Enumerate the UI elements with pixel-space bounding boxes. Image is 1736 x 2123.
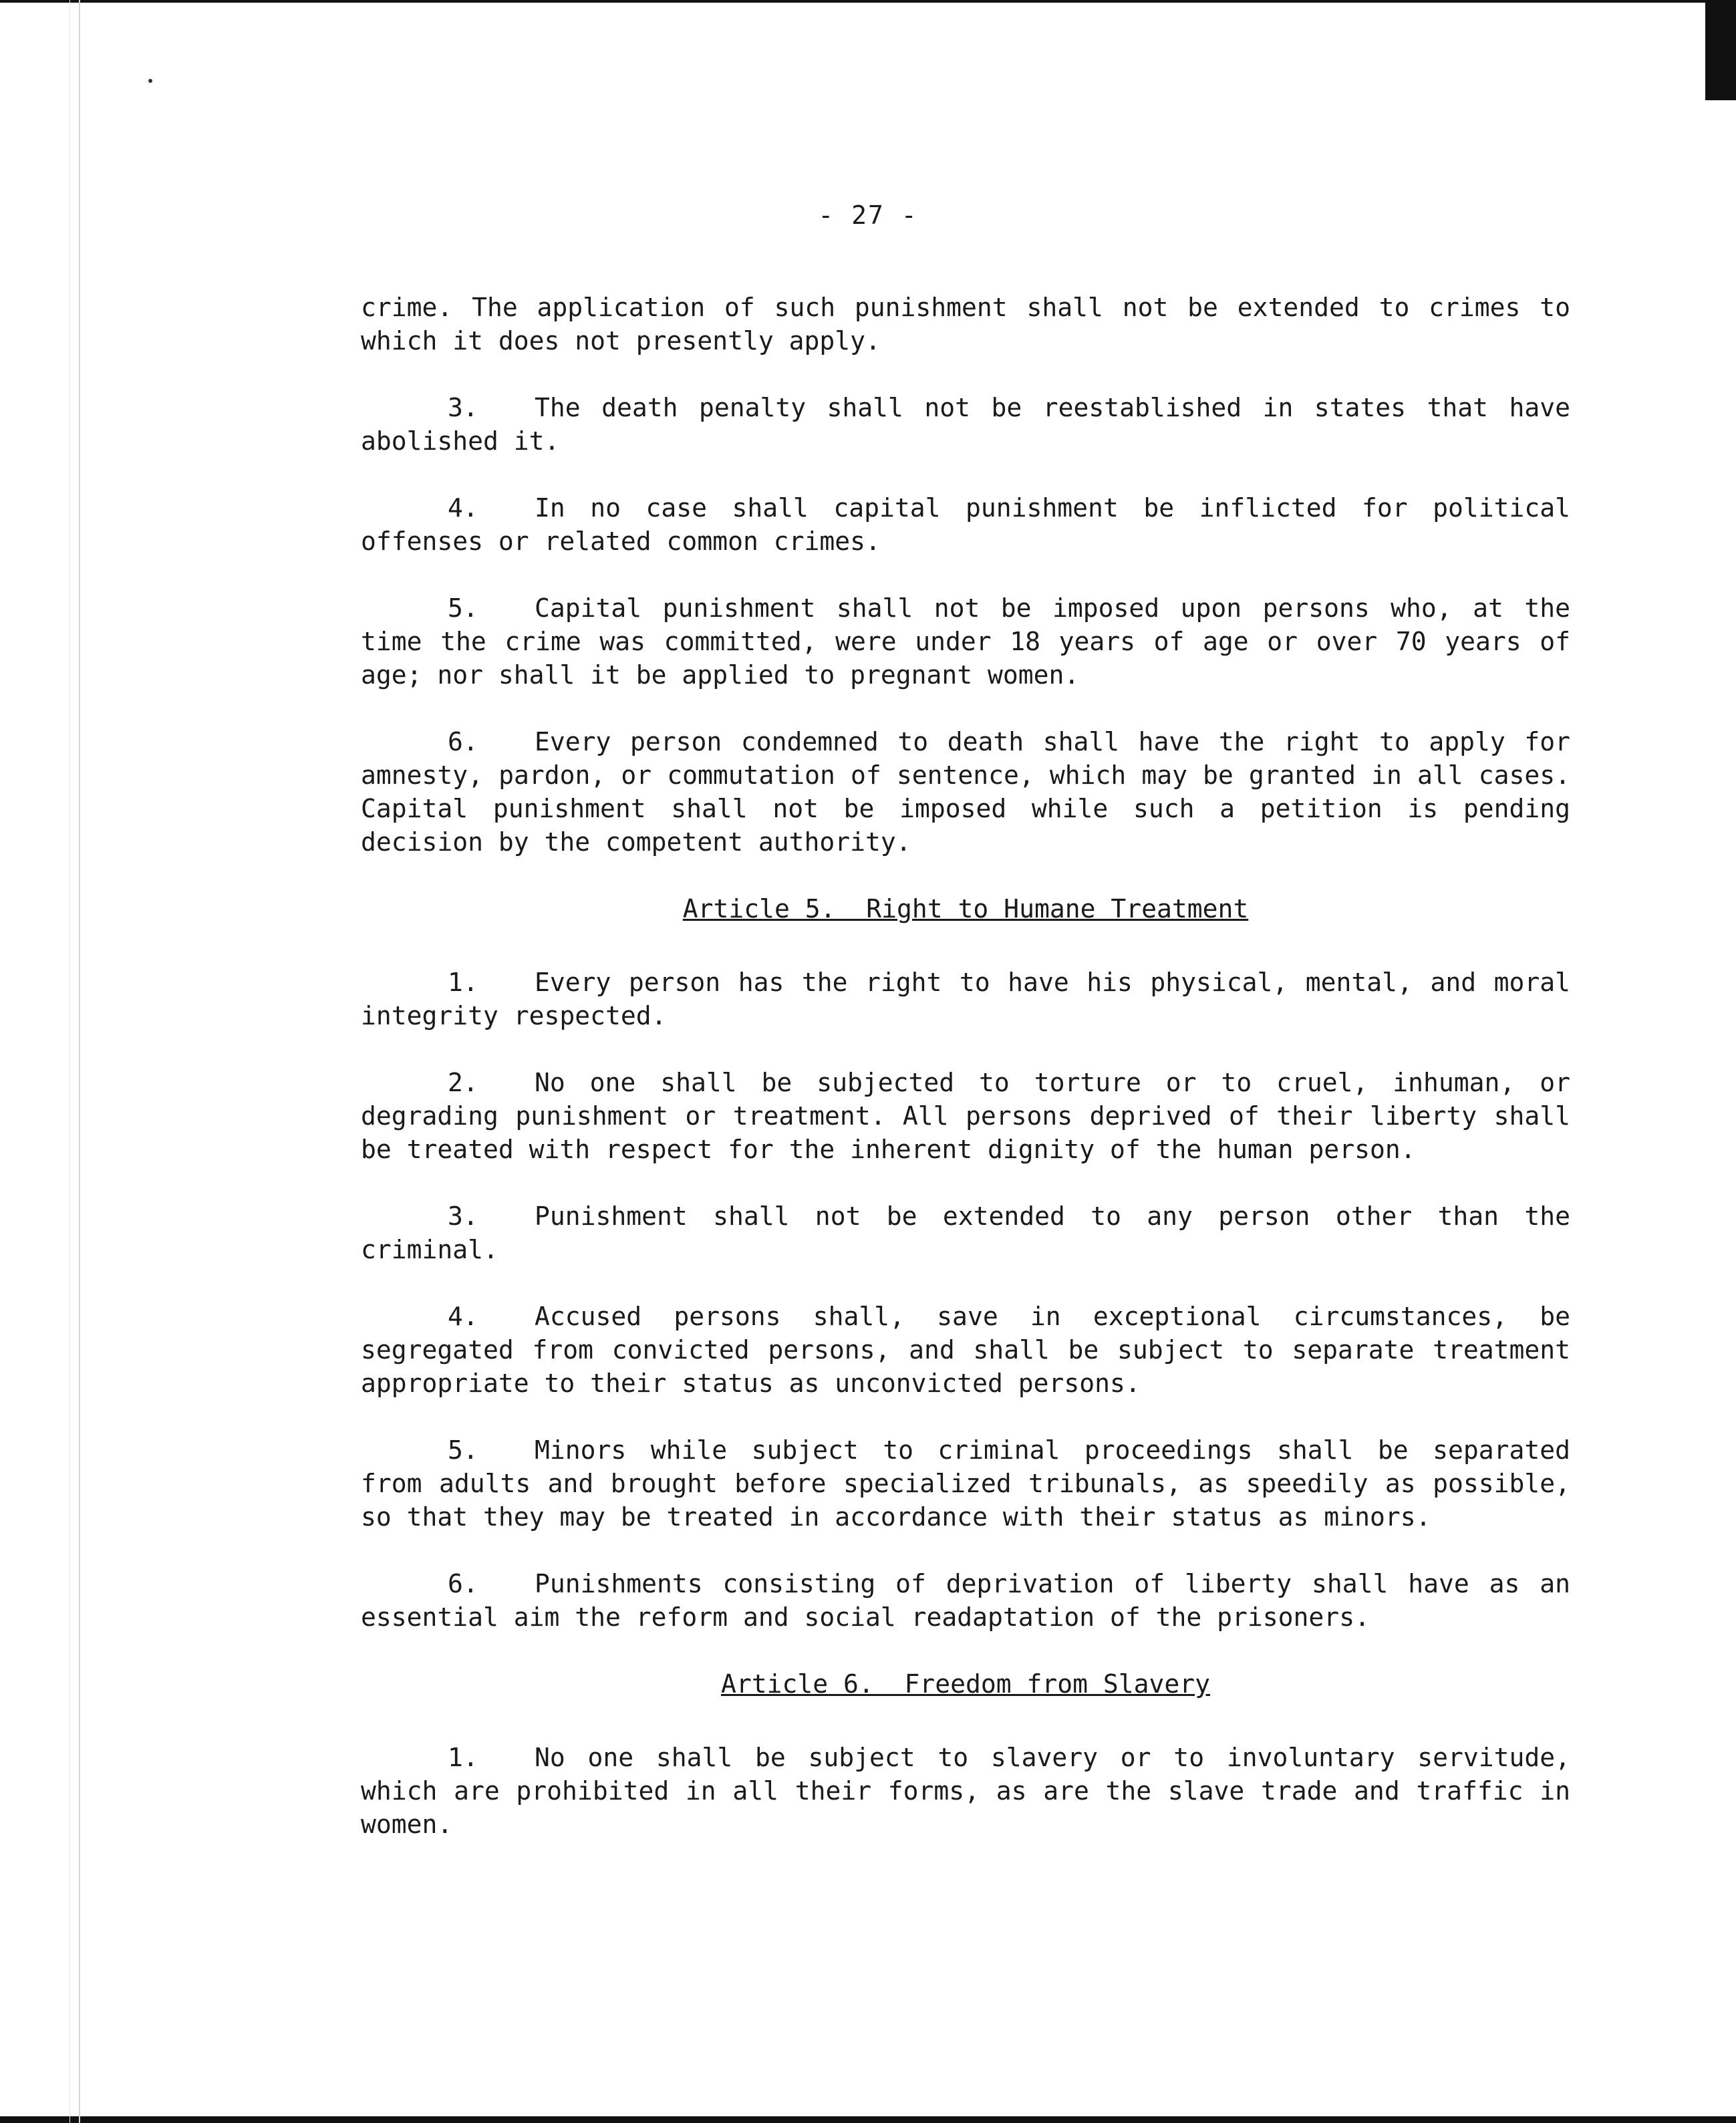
- scan-speck: [148, 79, 152, 83]
- article-6-heading: Article 6. Freedom from Slavery: [720, 1669, 1211, 1699]
- scan-edge-bottom: [0, 2116, 1736, 2123]
- paragraph-4-3: 3. The death penalty shall not be reestablished in states that have abolished it.: [361, 393, 1570, 456]
- page-number: - 27 -: [818, 200, 918, 230]
- paragraph-5-1: 1. Every person has the right to have his physical, mental, and moral integrity respected.: [361, 968, 1570, 1030]
- article-5-heading: Article 5. Right to Humane Treatment: [682, 894, 1249, 924]
- scan-edge-top: [0, 0, 1736, 3]
- paragraph-5-5: 5. Minors while subject to criminal proceedings shall be separated from adults and brought before specialized tribunals, as speedily as possible, so that they may be treated in accordance with their status as minors.: [361, 1435, 1570, 1532]
- paragraph-6-1: 1. No one shall be subject to slavery or to involuntary servitude, which are prohibited in all their forms, as are the slave trade and traffic in women.: [361, 1743, 1570, 1839]
- paragraph-4-4: 4. In no case shall capital punishment be inflicted for political offenses or related common crimes.: [361, 493, 1570, 556]
- document-body: [361, 291, 1570, 1874]
- paragraph-continuation: crime. The application of such punishment shall not be extended to crimes to which it does not presently apply.: [361, 293, 1570, 356]
- paragraph-4-6: 6. Every person condemned to death shall have the right to apply for amnesty, pardon, or commutation of sentence, which may be granted in all cases. Capital punishment shall not be imposed while such a petition is pending decision by the competent authority.: [361, 727, 1570, 857]
- paragraph-5-4: 4. Accused persons shall, save in exceptional circumstances, be segregated from convicted persons, and shall be subject to separate treatment appropriate to their status as unconvicted persons.: [361, 1302, 1570, 1398]
- scan-edge-right: [1705, 0, 1736, 100]
- paragraph-4-5: 5. Capital punishment shall not be imposed upon persons who, at the time the crime was committed, were under 18 years of age or over 70 years of age; nor shall it be applied to pregnant women.: [361, 593, 1570, 690]
- scan-edge-left-faint: [69, 0, 70, 2123]
- paragraph-5-6: 6. Punishments consisting of deprivation of liberty shall have as an essential aim the reform and social readaptation of the prisoners.: [361, 1569, 1570, 1632]
- paragraph-5-2: 2. No one shall be subjected to torture or to cruel, inhuman, or degrading punishment or treatment. All persons deprived of their liberty shall be treated with respect for the inherent dignity of the human person.: [361, 1068, 1570, 1164]
- scan-edge-left: [79, 0, 80, 2123]
- paragraph-5-3: 3. Punishment shall not be extended to any person other than the criminal.: [361, 1201, 1570, 1264]
